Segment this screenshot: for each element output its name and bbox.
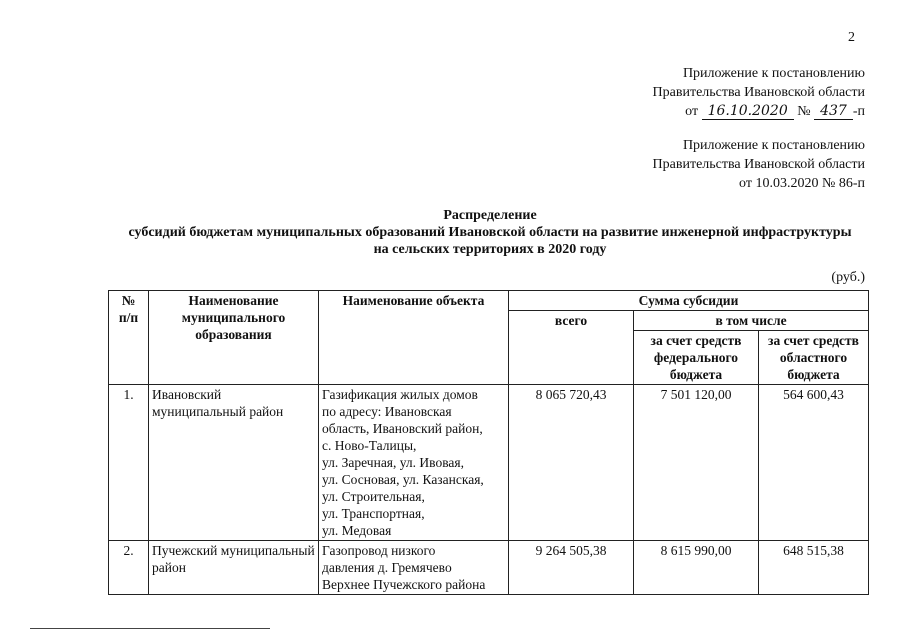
header-num-line1: № xyxy=(121,293,136,308)
row-regional: 564 600,43 xyxy=(759,385,869,541)
appendix-old-line1: Приложение к постановлению xyxy=(682,138,865,153)
date-prefix: от xyxy=(685,104,699,119)
doc-title-line2: субсидий бюджетам муниципальных образований Ивановской области на развитие инженерной инфраструктуры xyxy=(128,225,852,240)
row-federal: 8 615 990,00 xyxy=(634,541,759,595)
row-total: 9 264 505,38 xyxy=(509,541,634,595)
header-row-1 xyxy=(109,291,869,311)
object-line: давления д. Гремячево xyxy=(322,560,452,575)
header-num xyxy=(109,291,149,385)
row-regional: 648 515,38 xyxy=(759,541,869,595)
table-row xyxy=(109,541,869,595)
currency-unit: (руб.) xyxy=(831,270,865,285)
object-line: ул. Строительная, xyxy=(322,489,425,504)
header-total: всего xyxy=(509,311,634,385)
row-municipality: Ивановский муниципальный район xyxy=(149,385,319,541)
appendix-new-date-line xyxy=(653,102,865,121)
doc-title-line3: на сельских территориях в 2020 году xyxy=(373,242,607,257)
object-line: ул. Транспортная, xyxy=(322,506,425,521)
header-sum: Сумма субсидии xyxy=(509,291,869,311)
header-municipality: Наименование муниципального образования xyxy=(149,291,319,385)
object-line: Газопровод низкого xyxy=(322,543,436,558)
row-federal: 7 501 120,00 xyxy=(634,385,759,541)
row-municipality: Пучежский муниципальный район xyxy=(149,541,319,595)
object-line: Газификация жилых домов xyxy=(322,387,478,402)
header-num-line2: п/п xyxy=(118,310,139,325)
header-object: Наименование объекта xyxy=(319,291,509,385)
row-num: 1. xyxy=(109,385,149,541)
object-line: с. Ново-Талицы, xyxy=(322,438,417,453)
page-number: 2 xyxy=(848,30,855,45)
appendix-old-line2: Правительства Ивановской области xyxy=(652,157,865,172)
appendix-new xyxy=(653,64,865,121)
object-line: ул. Медовая xyxy=(322,523,392,538)
table-row xyxy=(109,385,869,541)
number-sign: № xyxy=(797,104,811,119)
object-line: ул. Сосновая, ул. Казанская, xyxy=(322,472,484,487)
handwritten-date: 16.10.2020 xyxy=(702,103,794,120)
doc-title-line1: Распределение xyxy=(443,208,537,223)
row-object xyxy=(319,385,509,541)
object-line: область, Ивановский район, xyxy=(322,421,483,436)
header-including: в том числе xyxy=(634,311,869,331)
appendix-old-line3: от 10.03.2020 № 86-п xyxy=(739,176,865,191)
subsidy-table xyxy=(108,290,869,595)
object-line: Верхнее Пучежского района xyxy=(322,577,486,592)
object-line: ул. Заречная, ул. Ивовая, xyxy=(322,455,464,470)
handwritten-number: 437 xyxy=(814,103,853,120)
appendix-old xyxy=(653,136,865,193)
object-line: по адресу: Ивановская xyxy=(322,404,452,419)
header-regional: за счет средств областного бюджета xyxy=(759,331,869,385)
header-federal: за счет средств федерального бюджета xyxy=(634,331,759,385)
appendix-new-line2: Правительства Ивановской области xyxy=(652,85,865,100)
row-num: 2. xyxy=(109,541,149,595)
number-suffix: -п xyxy=(852,104,865,119)
appendix-new-line1: Приложение к постановлению xyxy=(682,66,865,81)
row-total: 8 065 720,43 xyxy=(509,385,634,541)
page-bottom-divider xyxy=(30,628,270,629)
row-object xyxy=(319,541,509,595)
